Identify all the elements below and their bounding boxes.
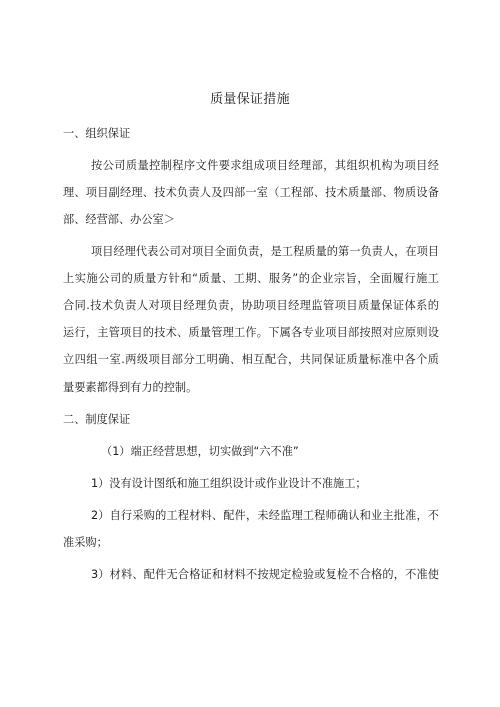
paragraph-line: 量要素都得到有力的控制。 [63, 381, 198, 394]
section-heading-system: 二、制度保证 [63, 413, 131, 426]
paragraph-line: 部、经营部、办公室＞ [63, 213, 175, 226]
paragraph-line: 立四组一室.两级项目部分工明确、相互配合，共同保证质量标准中各个质 [63, 353, 439, 366]
list-item: 1）没有设计图纸和施工组织设计或作业设计不准施工； [91, 477, 367, 490]
list-item-continuation: 准采购； [63, 536, 108, 549]
paragraph-line: 上实施公司的质量方针和“质量、工期、服务”的企业宗旨，全面履行施工 [63, 272, 439, 285]
paragraph-line: 项目经理代表公司对项目全面负责，是工程质量的第一负责人，在项目 [91, 245, 439, 258]
paragraph-line: 理、项目副经理、技术负责人及四部一室（工程部、技术质量部、物质设备 [63, 186, 439, 199]
paragraph-line: 合同.技术负责人对项目经理负责，协助项目经理监管项目质量保证体系的 [63, 299, 439, 312]
paragraph-line: 运行，主管项目的技术、质量管理工作。下属各专业项目部按照对应原则设 [63, 326, 439, 339]
paragraph-line: 按公司质量控制程序文件要求组成项目经理部，其组织机构为项目经 [91, 159, 439, 172]
subsection-heading: （1）端正经营思想，切实做到“六不准” [101, 445, 299, 458]
document-title: 质量保证措施 [210, 92, 290, 107]
list-item: 3）材料、配件无合格证和材料不按规定检验或复检不合格的，不准使 [91, 568, 439, 581]
section-heading-organization: 一、组织保证 [63, 127, 131, 140]
list-item: 2）自行采购的工程材料、配件，未经监理工程师确认和业主批准，不 [91, 509, 439, 522]
